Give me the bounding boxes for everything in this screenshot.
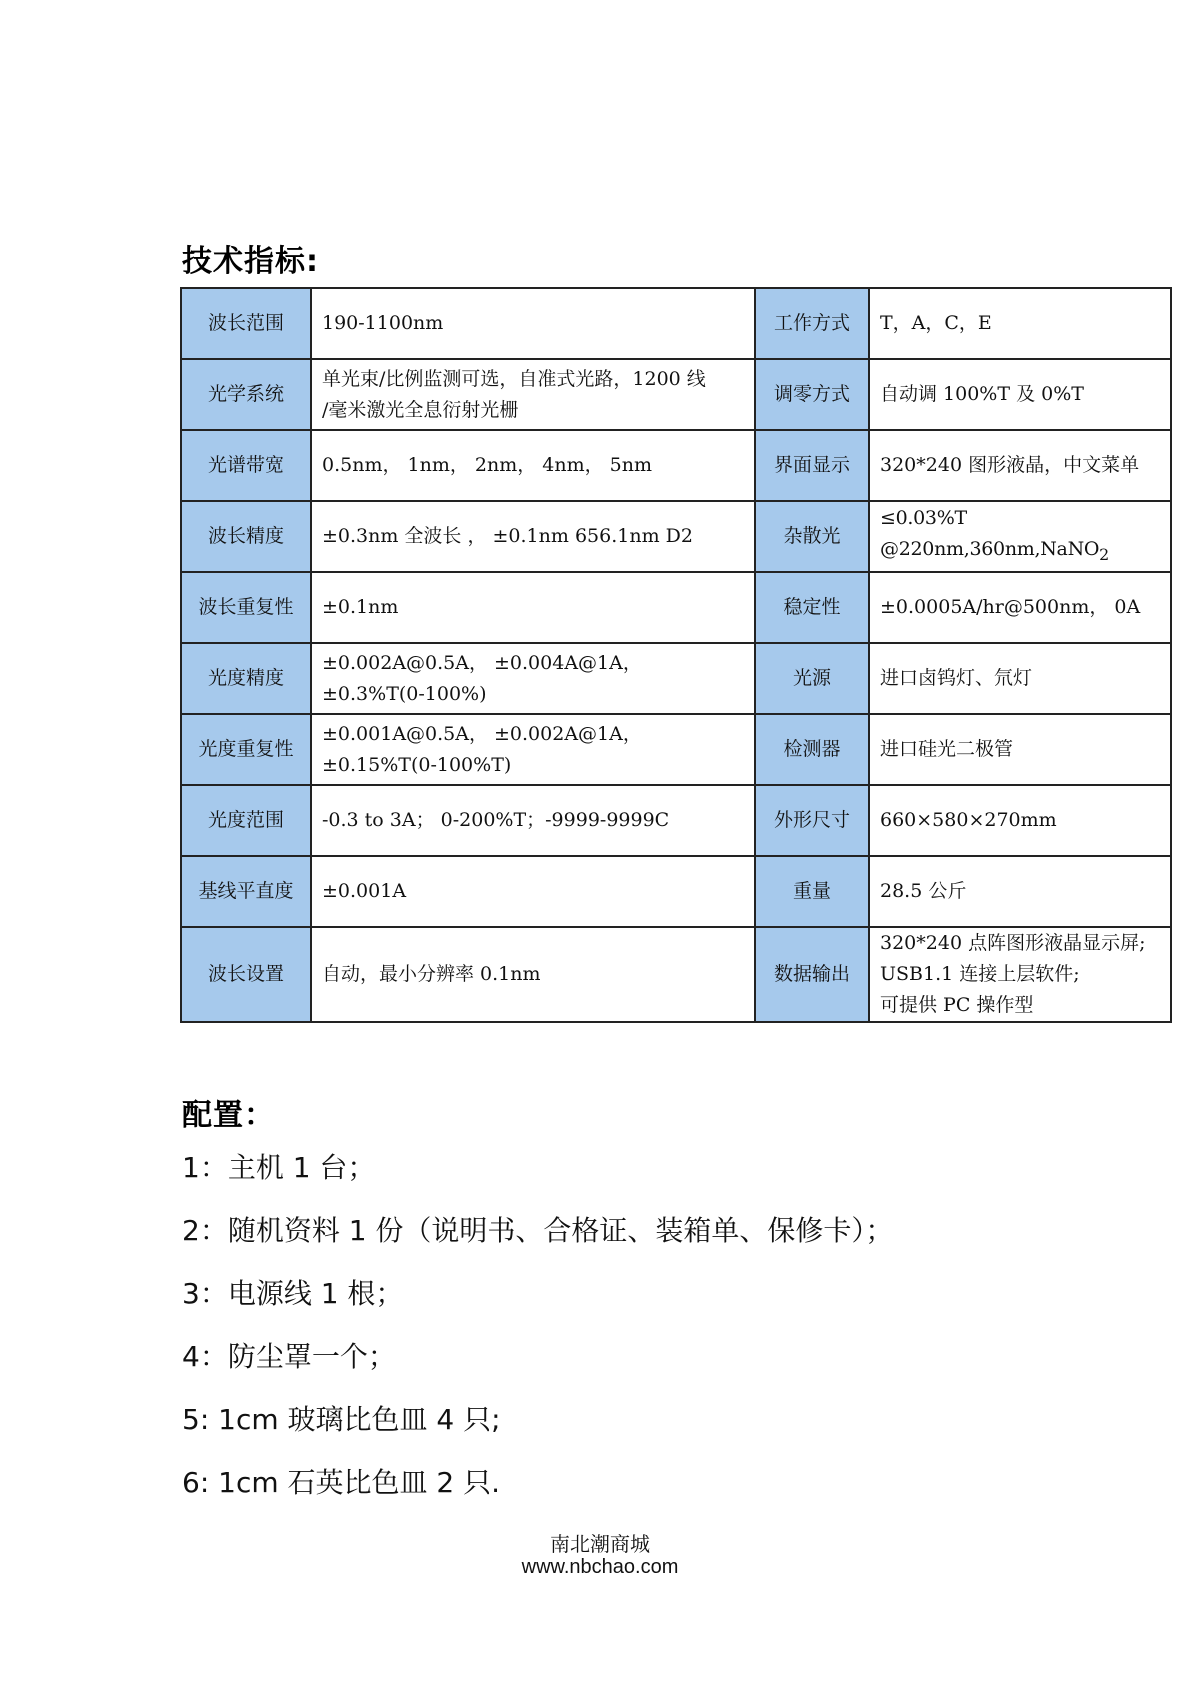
footer-site-name: 南北潮商城 — [550, 1532, 650, 1556]
spec-value-line: ±0.001A@0.5A， ±0.002A@1A， — [322, 722, 642, 745]
spec-value: ±0.3nm 全波长 ， ±0.1nm 656.1nm D2 — [311, 501, 755, 572]
spec-label: 数据输出 — [755, 927, 869, 1022]
spec-value — [869, 501, 1171, 572]
spec-label: 界面显示 — [755, 430, 869, 501]
list-item: 1：主机 1 台； — [182, 1151, 376, 1184]
spec-label: 光源 — [755, 643, 869, 714]
spec-label: 外形尺寸 — [755, 785, 869, 856]
table-row — [181, 288, 1171, 359]
spec-value — [311, 714, 755, 785]
spec-label: 光谱带宽 — [181, 430, 311, 501]
spec-label: 光度范围 — [181, 785, 311, 856]
list-item: 2：随机资料 1 份（说明书、合格证、装箱单、保修卡）； — [182, 1214, 894, 1247]
spec-label: 工作方式 — [755, 288, 869, 359]
spec-value-main: ≤0.03%T @220nm,360nm,NaNO — [880, 507, 1100, 561]
spec-value-line: ±0.002A@0.5A， ±0.004A@1A， — [322, 651, 642, 674]
spec-value: 190-1100nm — [311, 288, 755, 359]
spec-value: 0.5nm， 1nm， 2nm， 4nm， 5nm — [311, 430, 755, 501]
table-row — [181, 643, 1171, 714]
spec-value — [311, 643, 755, 714]
spec-value-line: 320*240 点阵图形液晶显示屏; — [880, 932, 1146, 954]
spec-label: 检测器 — [755, 714, 869, 785]
spec-value-subscript: 2 — [1099, 544, 1109, 564]
spec-value: 660×580×270mm — [869, 785, 1171, 856]
spec-label: 基线平直度 — [181, 856, 311, 927]
footer-site-url: www.nbchao.com — [521, 1556, 679, 1578]
spec-value — [869, 927, 1171, 1022]
spec-heading: 技术指标: — [182, 244, 319, 279]
spec-label: 波长范围 — [181, 288, 311, 359]
spec-value: ±0.1nm — [311, 572, 755, 643]
spec-value-line: 可提供 PC 操作型 — [880, 994, 1034, 1016]
spec-value-line: USB1.1 连接上层软件; — [880, 963, 1080, 985]
spec-value: 320*240 图形液晶，中文菜单 — [869, 430, 1171, 501]
spec-value: 自动，最小分辨率 0.1nm — [311, 927, 755, 1022]
spec-value-line: ±0.15%T(0-100%T) — [322, 753, 512, 776]
spec-label: 光度精度 — [181, 643, 311, 714]
spec-label: 波长精度 — [181, 501, 311, 572]
config-heading: 配置： — [182, 1098, 275, 1133]
spec-value: ±0.0005A/hr@500nm， 0A — [869, 572, 1171, 643]
spec-label: 光学系统 — [181, 359, 311, 430]
list-item: 5: 1cm 玻璃比色皿 4 只; — [182, 1403, 501, 1436]
spec-label: 杂散光 — [755, 501, 869, 572]
list-item: 3：电源线 1 根； — [182, 1277, 404, 1310]
list-item: 4：防尘罩一个； — [182, 1340, 396, 1373]
list-item: 6: 1cm 石英比色皿 2 只. — [182, 1466, 501, 1499]
config-list — [182, 1148, 893, 1526]
spec-table — [180, 287, 1172, 1023]
table-row — [181, 359, 1171, 430]
table-row — [181, 714, 1171, 785]
spec-label: 重量 — [755, 856, 869, 927]
table-row — [181, 430, 1171, 501]
spec-label: 稳定性 — [755, 572, 869, 643]
spec-value: ±0.001A — [311, 856, 755, 927]
spec-label: 波长重复性 — [181, 572, 311, 643]
table-row — [181, 856, 1171, 927]
spec-value: -0.3 to 3A； 0-200%T；-9999-9999C — [311, 785, 755, 856]
spec-value: 28.5 公斤 — [869, 856, 1171, 927]
spec-value-line: /毫米激光全息衍射光栅 — [322, 398, 519, 421]
spec-label: 波长设置 — [181, 927, 311, 1022]
table-row — [181, 785, 1171, 856]
spec-value: 进口卤钨灯、氘灯 — [869, 643, 1171, 714]
spec-label: 调零方式 — [755, 359, 869, 430]
table-row — [181, 572, 1171, 643]
spec-value — [311, 359, 755, 430]
table-row — [181, 501, 1171, 572]
spec-value-line: 单光束/比例监测可选，自准式光路，1200 线 — [322, 367, 706, 390]
spec-value: 进口硅光二极管 — [869, 714, 1171, 785]
spec-value: 自动调 100%T 及 0%T — [869, 359, 1171, 430]
spec-value-line: ±0.3%T(0-100%) — [322, 682, 487, 705]
spec-label: 光度重复性 — [181, 714, 311, 785]
spec-value: T，A，C，E — [869, 288, 1171, 359]
table-row — [181, 927, 1171, 1022]
